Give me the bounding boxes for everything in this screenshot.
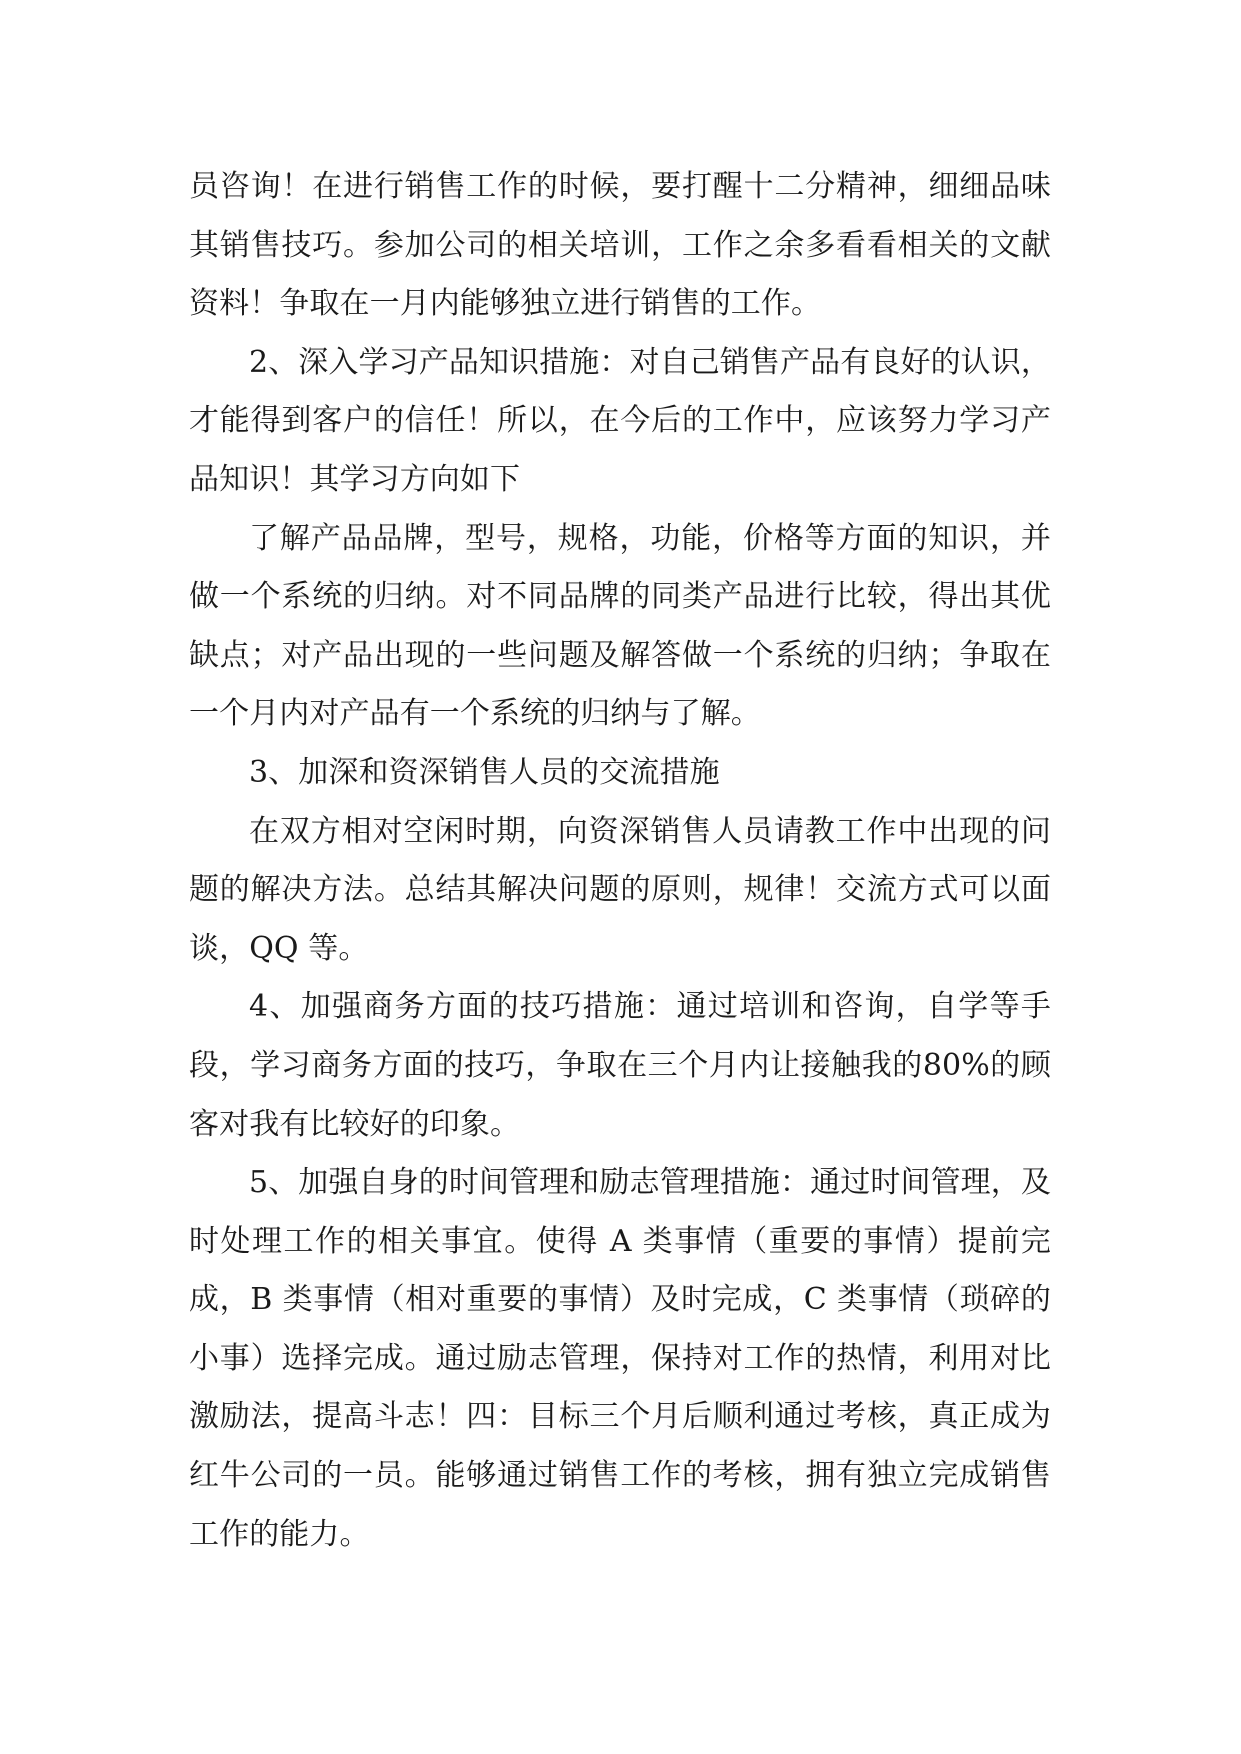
paragraph-sales-practice: 员咨询！在进行销售工作的时候，要打醒十二分精神，细细品味其销售技巧。参加公司的相关培训，工作之余多看看相关的文献资料！争取在一月内能够独立进行销售的工作。 bbox=[189, 169, 1051, 322]
paragraph-senior-communication: 在双方相对空闲时期，向资深销售人员请教工作中出现的问题的解决方法。总结其解决问题的原则，规律！交流方式可以面谈，QQ 等。 bbox=[189, 813, 1051, 966]
document-body bbox=[189, 158, 1051, 1564]
paragraph-product-details: 了解产品品牌，型号，规格，功能，价格等方面的知识，并做一个系统的归纳。对不同品牌的同类产品进行比较，得出其优缺点；对产品出现的一些问题及解答做一个系统的归纳；争取在一个月内对产品有一个系统的归纳与了解。 bbox=[189, 520, 1051, 732]
paragraph-business-skills: 4、加强商务方面的技巧措施：通过培训和咨询，自学等手段，学习商务方面的技巧，争取在三个月内让接触我的80%的顾客对我有比较好的印象。 bbox=[189, 989, 1051, 1142]
paragraph-time-management: 5、加强自身的时间管理和励志管理措施：通过时间管理，及时处理工作的相关事宜。使得 A 类事情（重要的事情）提前完成，B 类事情（相对重要的事情）及时完成，C 类事情（琐碎的小事）选择完成。通过励志管理，保持对工作的热情，利用对比激励法，提高斗志！四：目标三个月后顺利通过考核，真正成为红牛公司的一员。能够通过销售工作的考核，拥有独立完成销售工作的能力。 bbox=[189, 1165, 1051, 1552]
paragraph-product-knowledge: 2、深入学习产品知识措施：对自己销售产品有良好的认识，才能得到客户的信任！所以，在今后的工作中，应该努力学习产品知识！其学习方向如下 bbox=[189, 344, 1051, 497]
paragraph-senior-communication-heading: 3、加深和资深销售人员的交流措施 bbox=[249, 754, 720, 790]
